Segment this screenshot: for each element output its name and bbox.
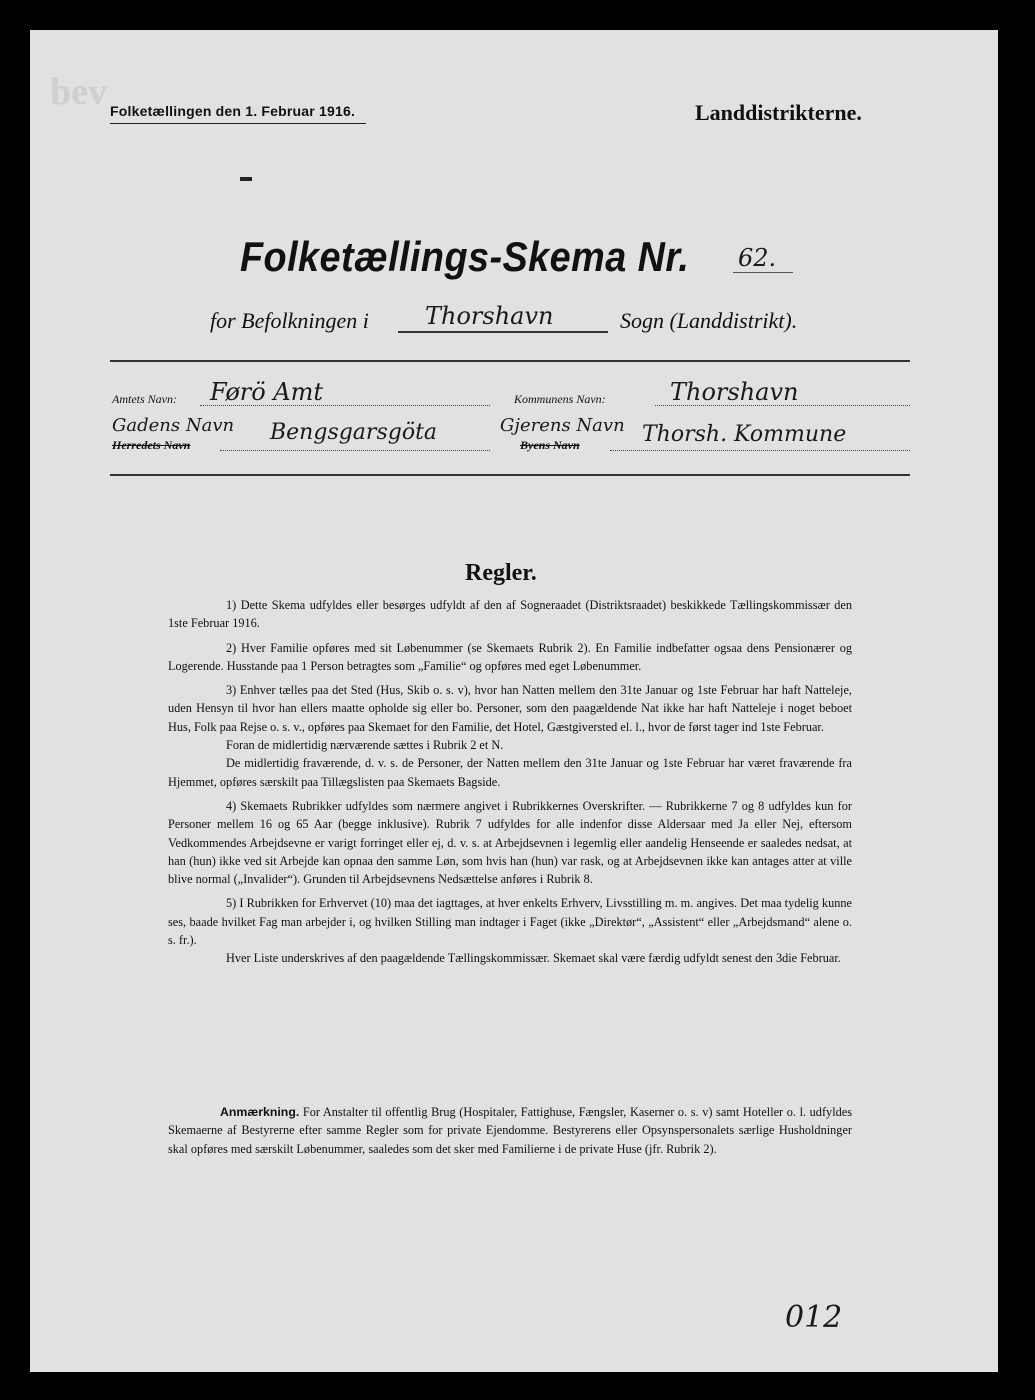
form-title: Folketællings-Skema Nr. <box>240 233 690 280</box>
rule-2: 2) Hver Familie opføres med sit Løbenummer (se Skemaets Rubrik 2). En Familie indbefatter ogsaa dens Pensionærer og Logerende. Husstande paa 1 Person betragtes som „Familie“ og opføres med eget Løbenummer. <box>168 640 852 673</box>
amt-fill-line <box>200 405 490 406</box>
form-number-handwritten: 62. <box>738 244 777 272</box>
rule-1: 1) Dette Skema udfyldes eller besørges udfyldt af den af Sogneraadet (Distriktsraadet) beskikkede Tællingskommissær den 1ste Februar 1916. <box>168 598 852 631</box>
note-paragraph <box>168 1103 852 1158</box>
census-form-page <box>30 30 998 1372</box>
herred-label-struck: Herredets Navn <box>112 438 191 452</box>
kommune-value-handwritten: Thorshavn <box>670 378 799 406</box>
byens-label-struck: Byens Navn <box>520 438 580 452</box>
owner-name-handwritten-label: Gjerens Navn <box>500 415 625 436</box>
rule-4: 4) Skemaets Rubrikker udfyldes som nærmere angivet i Rubrikkernes Overskrifter. — Rubrikkerne 7 og 8 udfyldes kun for Personer mellem 16 og 65 Aar (begge inklusive). Rubrik 7 udfyldes for alle indenfor disse Aldersaar med Ja eller Nej, eftersom Vedkommendes Arbejdsevne er varigt forringet eller ej, d. v. s. at Arbejdsevnen i legemlig eller aandelig Henseende er saaledes nedsat, at han (hun) ikke ved sit Arbejde kan opnaa den samme Løn, som hvis han (hun) var rask, og at Arbejdsevnen ikke kan antages atter at ville blive normal („Invalider“). Grunden til Arbejdsevnens Nedsættelse anføres i Rubrik 8. <box>168 798 852 887</box>
owner-fill-line <box>610 450 910 451</box>
street-fill-line <box>220 450 490 451</box>
rules-body <box>168 596 852 974</box>
header-underline <box>110 123 366 124</box>
subtitle-suffix: Sogn (Landdistrikt). <box>620 308 798 333</box>
ink-dash <box>240 177 252 181</box>
kommune-fill-line <box>655 405 910 406</box>
form-number-line <box>733 272 793 273</box>
rule-3b: Foran de midlertidig nærværende sættes i Rubrik 2 et N. <box>226 738 504 753</box>
parish-fill-line <box>398 331 608 333</box>
rule-3c: De midlertidig fraværende, d. v. s. de Personer, der Natten mellem den 31te Januar og 1ste Februar har været fraværende fra Hjemmet, opføres særskilt paa Tillægslisten paa Skemaets Bagside. <box>168 756 852 789</box>
parish-handwritten: Thorshavn <box>425 302 554 330</box>
corner-page-mark: 012 <box>785 1300 843 1335</box>
street-name-handwritten-label: Gadens Navn <box>112 415 235 436</box>
top-divider <box>110 360 910 362</box>
amt-value-handwritten: Førö Amt <box>210 378 324 406</box>
rule-3: 3) Enhver tælles paa det Sted (Hus, Skib o. s. v), hvor han Natten mellem den 31te Januar og 1ste Februar har haft Natteleje, uden Hensyn til hvor han ellers maatte opholde sig eller bo. Personer, som den paagældende Nat ikke har haft Natteleje i noget beboet Hus, Folk paa Rejse o. s. v., opføres paa Skemaet for den Familie, det Hotel, Gæstgiversted el. l., hvor de først tager ind 1ste Februar. <box>168 683 852 734</box>
owner-value-handwritten: Thorsh. Kommune <box>642 422 847 447</box>
rules-heading: Regler. <box>465 560 537 586</box>
rule-5b: Hver Liste underskrives af den paagældende Tællingskommissær. Skemaet skal være færdig udfyldt senest den 3die Februar. <box>226 951 841 966</box>
street-value-handwritten: Bengsgarsgöta <box>270 420 438 445</box>
bottom-divider <box>110 474 910 476</box>
census-date-header: Folketællingen den 1. Februar 1916. <box>110 103 356 119</box>
district-type-header: Landdistrikterne. <box>695 100 862 125</box>
kommune-label: Kommunens Navn: <box>514 392 606 406</box>
note-label: Anmærkning. <box>220 1105 300 1119</box>
subtitle-prefix: for Befolkningen i <box>210 308 369 333</box>
amt-label: Amtets Navn: <box>112 392 177 406</box>
rule-5: 5) I Rubrikken for Erhvervet (10) maa det iagttages, at hver enkelts Erhverv, Livsstilling m. m. angives. Det maa tydelig kunne ses, baade hvilket Fag man arbejder i, og hvilken Stilling man indtager i Faget (ikke „Direktør“, „Assistent“ eller „Arbejdsmand“ alene o. s. fr.). <box>168 896 852 948</box>
note-text: For Anstalter til offentlig Brug (Hospitaler, Fattighuse, Fængsler, Kaserner o. s. v) samt Hoteller o. l. udfyldes Skemaerne af Bestyrerne efter samme Regler som for private Ejendomme. Bestyrerens eller Opsynspersonalets særlige Husholdninger skal opføres med særskilt Løbenummer, saaledes som det sker med Familierne i de private Huse (jfr. Rubrik 2). <box>168 1105 853 1156</box>
faint-stamp: bev <box>50 71 107 113</box>
